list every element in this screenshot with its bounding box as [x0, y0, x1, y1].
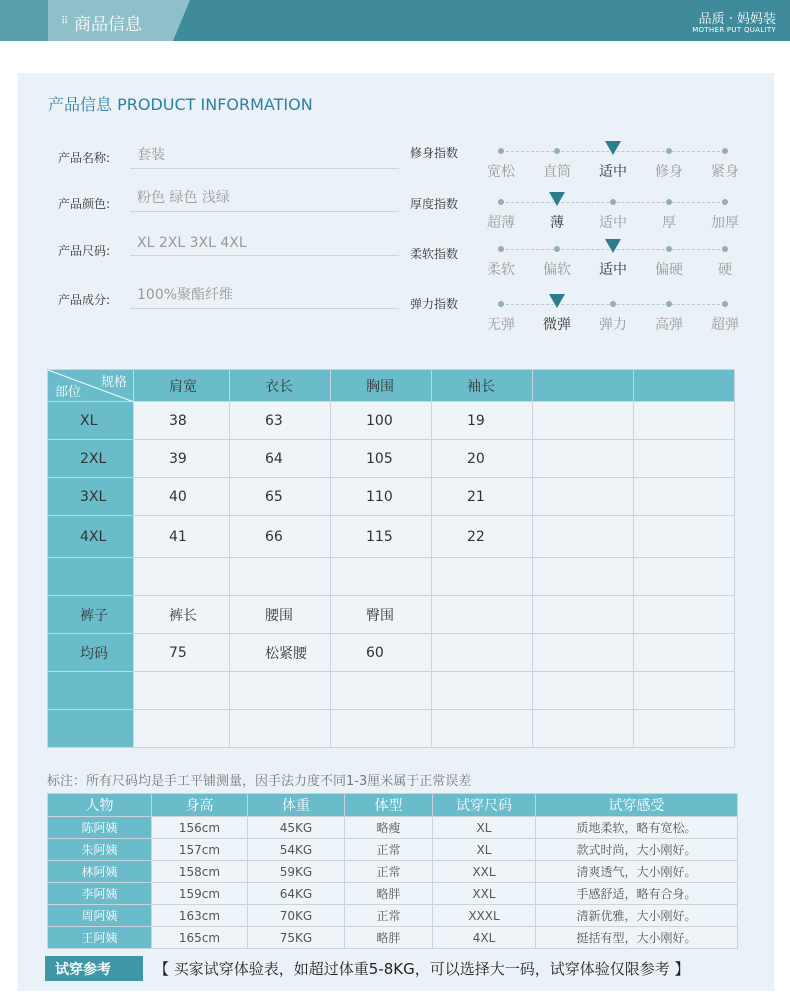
size-cell — [432, 672, 533, 710]
scale-option: 适中 — [599, 215, 627, 231]
index-scale-fit — [476, 145, 739, 195]
scale-option: 紧身 — [711, 164, 739, 180]
measurement-note: 标注：所有尺码均是手工平铺测量，因手法力度不同1-3厘米属于正常误差 — [47, 774, 472, 789]
size-cell: 腰围 — [230, 596, 331, 634]
size-cell — [134, 558, 230, 596]
scale-option: 加厚 — [711, 215, 739, 231]
size-cell: 40 — [134, 478, 230, 516]
try-cell: 略胖 — [345, 883, 433, 905]
try-cell: 正常 — [345, 905, 433, 927]
scale-option: 超薄 — [487, 215, 515, 231]
scale-dot — [498, 148, 504, 154]
index-label-elasticity: 弹力指数 — [410, 297, 459, 311]
try-header-cell: 人物 — [48, 794, 152, 817]
size-table — [47, 369, 735, 748]
index-label-softness: 柔软指数 — [410, 247, 459, 261]
size-table-row — [48, 596, 735, 634]
field-label-size: 产品尺码: — [58, 244, 111, 258]
size-table-row — [48, 402, 735, 440]
brand-tagline-en: MOTHER PUT QUALITY — [692, 26, 776, 34]
page-header — [0, 0, 790, 41]
scale-dot — [666, 246, 672, 252]
field-label-material: 产品成分: — [58, 293, 111, 307]
size-table-row — [48, 634, 735, 672]
scale-option: 柔软 — [487, 262, 515, 278]
size-table-row — [48, 558, 735, 596]
size-cell: 110 — [331, 478, 432, 516]
try-cell: 正常 — [345, 839, 433, 861]
try-cell: 157cm — [152, 839, 248, 861]
size-cell — [432, 558, 533, 596]
size-cell: 松紧腰 — [230, 634, 331, 672]
try-table-row — [48, 883, 738, 905]
try-cell: XXL — [433, 861, 536, 883]
size-cell — [432, 710, 533, 748]
try-cell: XXL — [433, 883, 536, 905]
try-table-row — [48, 839, 738, 861]
scale-dot — [498, 246, 504, 252]
size-cell — [331, 710, 432, 748]
try-cell: 158cm — [152, 861, 248, 883]
try-cell: 159cm — [152, 883, 248, 905]
brand-tagline: 品质 · 妈妈装 — [698, 12, 776, 27]
scale-option: 无弹 — [487, 317, 515, 333]
size-cell: 39 — [134, 440, 230, 478]
size-cell: 裤长 — [134, 596, 230, 634]
scale-option: 超弹 — [711, 317, 739, 333]
scale-dot — [666, 148, 672, 154]
scale-option: 高弹 — [655, 317, 683, 333]
size-table-row — [48, 672, 735, 710]
size-cell — [533, 402, 634, 440]
scale-dot — [722, 301, 728, 307]
size-cell: 66 — [230, 516, 331, 558]
size-cell: 63 — [230, 402, 331, 440]
try-cell: 略胖 — [345, 927, 433, 949]
size-cell — [634, 558, 735, 596]
size-cell — [134, 710, 230, 748]
try-cell: 64KG — [248, 883, 345, 905]
size-row-label: 2XL — [48, 440, 134, 478]
field-label-name: 产品名称: — [58, 151, 111, 165]
header-tab-accent — [0, 0, 48, 41]
scale-option: 宽松 — [487, 164, 515, 180]
try-table-row — [48, 861, 738, 883]
try-table-row — [48, 817, 738, 839]
try-cell: XL — [433, 817, 536, 839]
size-cell — [331, 672, 432, 710]
size-row-label: XL — [48, 402, 134, 440]
try-person-name: 林阿姨 — [48, 861, 152, 883]
scale-dot — [722, 246, 728, 252]
scale-option: 适中 — [599, 164, 627, 180]
size-cell — [533, 596, 634, 634]
try-cell: 163cm — [152, 905, 248, 927]
selected-marker-icon — [605, 141, 621, 155]
size-cell — [533, 558, 634, 596]
size-cell: 41 — [134, 516, 230, 558]
size-cell — [230, 672, 331, 710]
scale-option: 厚 — [662, 215, 676, 231]
try-cell: 75KG — [248, 927, 345, 949]
scale-option: 直筒 — [543, 164, 571, 180]
try-cell: 54KG — [248, 839, 345, 861]
try-header-cell: 身高 — [152, 794, 248, 817]
scale-dot — [554, 148, 560, 154]
size-cell — [331, 558, 432, 596]
size-row-label: 均码 — [48, 634, 134, 672]
size-header-cell: 肩宽 — [134, 370, 230, 402]
try-table-row — [48, 927, 738, 949]
scale-option: 偏软 — [543, 262, 571, 278]
size-cell — [634, 516, 735, 558]
selected-marker-icon — [549, 294, 565, 308]
try-cell: 款式时尚，大小刚好。 — [536, 839, 738, 861]
size-cell: 64 — [230, 440, 331, 478]
size-table-row — [48, 710, 735, 748]
field-label-color: 产品颜色: — [58, 197, 111, 211]
size-cell — [432, 596, 533, 634]
size-row-label: 裤子 — [48, 596, 134, 634]
size-table-row — [48, 516, 735, 558]
corner-label-part: 部位 — [55, 385, 82, 400]
index-scale-elasticity — [476, 298, 739, 348]
try-cell: XXXL — [433, 905, 536, 927]
scale-dot — [666, 301, 672, 307]
size-cell — [634, 440, 735, 478]
size-cell — [533, 672, 634, 710]
try-cell: 质地柔软，略有宽松。 — [536, 817, 738, 839]
size-row-label — [48, 710, 134, 748]
index-label-thickness: 厚度指数 — [410, 197, 459, 211]
size-row-label: 4XL — [48, 516, 134, 558]
try-person-name: 王阿姨 — [48, 927, 152, 949]
size-cell — [432, 634, 533, 672]
try-cell: 59KG — [248, 861, 345, 883]
size-header-cell — [634, 370, 735, 402]
size-cell — [533, 440, 634, 478]
index-label-fit: 修身指数 — [410, 146, 459, 160]
size-cell: 105 — [331, 440, 432, 478]
size-cell: 75 — [134, 634, 230, 672]
size-cell: 21 — [432, 478, 533, 516]
scale-dot — [554, 246, 560, 252]
size-cell: 20 — [432, 440, 533, 478]
size-cell — [634, 402, 735, 440]
try-cell: 挺括有型，大小刚好。 — [536, 927, 738, 949]
size-cell — [533, 634, 634, 672]
scale-dot — [498, 199, 504, 205]
section-title: 产品信息 PRODUCT INFORMATION — [48, 95, 313, 114]
selected-marker-icon — [605, 239, 621, 253]
try-cell: 清爽透气，大小刚好。 — [536, 861, 738, 883]
try-person-name: 朱阿姨 — [48, 839, 152, 861]
try-cell: 156cm — [152, 817, 248, 839]
try-cell: 165cm — [152, 927, 248, 949]
corner-label-spec: 规格 — [100, 375, 127, 390]
size-cell: 60 — [331, 634, 432, 672]
footer-note: 【 买家试穿体验表，如超过体重5-8KG，可以选择大一码，试穿体验仅限参考 】 — [154, 960, 690, 978]
size-cell — [634, 634, 735, 672]
try-cell: 略瘦 — [345, 817, 433, 839]
size-row-label: 3XL — [48, 478, 134, 516]
try-cell: 正常 — [345, 861, 433, 883]
scale-dot — [498, 301, 504, 307]
size-cell — [230, 710, 331, 748]
size-row-label — [48, 558, 134, 596]
size-cell: 115 — [331, 516, 432, 558]
try-cell: 手感舒适，略有合身。 — [536, 883, 738, 905]
scale-dot — [610, 301, 616, 307]
size-row-label — [48, 672, 134, 710]
size-cell — [634, 596, 735, 634]
try-cell: 清新优雅，大小刚好。 — [536, 905, 738, 927]
scale-dot — [666, 199, 672, 205]
size-cell — [134, 672, 230, 710]
field-value-size: XL 2XL 3XL 4XL — [130, 235, 399, 256]
size-cell — [533, 516, 634, 558]
try-header-cell: 试穿感受 — [536, 794, 738, 817]
size-header-cell: 衣长 — [230, 370, 331, 402]
scale-option: 弹力 — [599, 317, 627, 333]
size-table-row — [48, 440, 735, 478]
try-table-row — [48, 905, 738, 927]
size-cell — [533, 710, 634, 748]
footer-tab-label: 试穿参考 — [55, 962, 111, 978]
size-cell: 22 — [432, 516, 533, 558]
scale-dot — [722, 199, 728, 205]
field-value-material: 100%聚酯纤维 — [130, 284, 399, 309]
footer-tab — [45, 956, 143, 981]
try-cell: 4XL — [433, 927, 536, 949]
size-cell: 65 — [230, 478, 331, 516]
try-header-cell: 体型 — [345, 794, 433, 817]
try-person-name: 陈阿姨 — [48, 817, 152, 839]
try-cell: 45KG — [248, 817, 345, 839]
field-value-name: 套装 — [130, 144, 399, 169]
try-cell: 70KG — [248, 905, 345, 927]
field-value-color: 粉色 绿色 浅绿 — [130, 187, 399, 212]
grid-icon: ⠿ — [61, 16, 67, 27]
try-on-table — [47, 793, 738, 949]
scale-dot — [610, 199, 616, 205]
scale-option: 适中 — [599, 262, 627, 278]
try-header-cell: 体重 — [248, 794, 345, 817]
size-cell: 臀围 — [331, 596, 432, 634]
size-cell — [634, 478, 735, 516]
try-person-name: 李阿姨 — [48, 883, 152, 905]
size-header-cell: 胸围 — [331, 370, 432, 402]
scale-option: 偏硬 — [655, 262, 683, 278]
size-cell — [634, 710, 735, 748]
size-cell — [533, 478, 634, 516]
size-header-cell: 袖长 — [432, 370, 533, 402]
size-cell: 100 — [331, 402, 432, 440]
size-cell — [634, 672, 735, 710]
size-header-cell — [533, 370, 634, 402]
scale-dot — [722, 148, 728, 154]
header-title: 商品信息 — [74, 15, 142, 35]
size-cell: 19 — [432, 402, 533, 440]
index-scale-softness — [476, 243, 736, 293]
size-table-corner — [48, 370, 134, 402]
scale-option: 微弹 — [543, 317, 571, 333]
size-cell — [230, 558, 331, 596]
size-cell: 38 — [134, 402, 230, 440]
selected-marker-icon — [549, 192, 565, 206]
scale-option: 修身 — [655, 164, 683, 180]
try-person-name: 周阿姨 — [48, 905, 152, 927]
try-header-cell: 试穿尺码 — [433, 794, 536, 817]
scale-option: 薄 — [550, 215, 564, 231]
try-cell: XL — [433, 839, 536, 861]
size-table-row — [48, 478, 735, 516]
scale-option: 硬 — [718, 262, 732, 278]
